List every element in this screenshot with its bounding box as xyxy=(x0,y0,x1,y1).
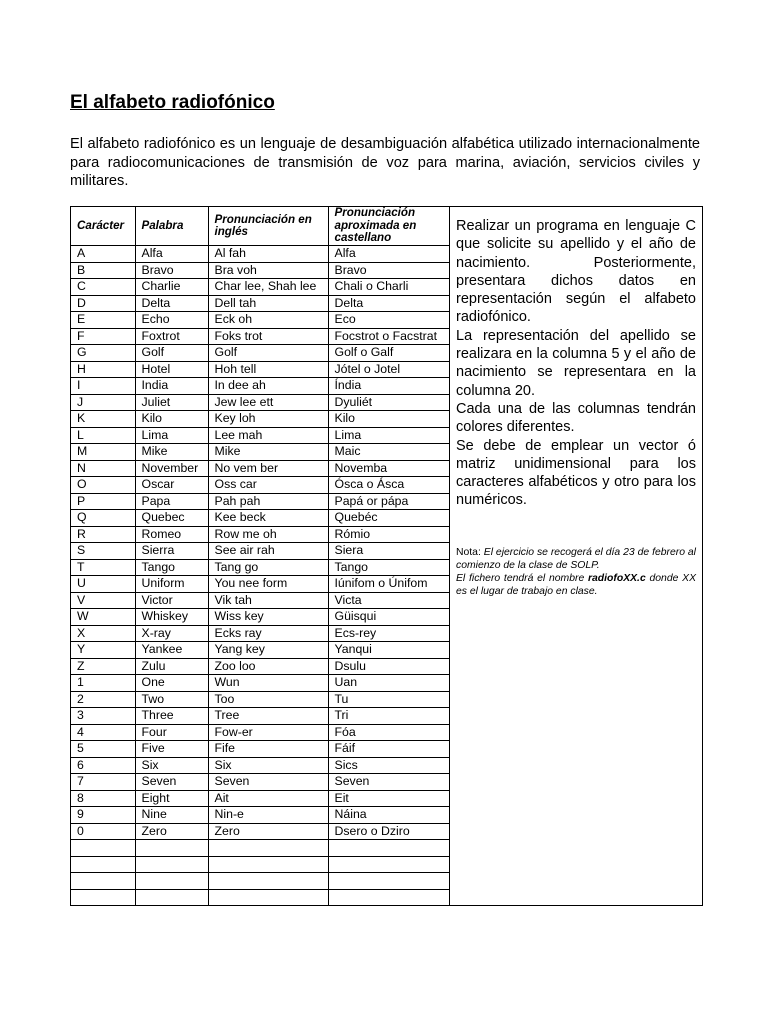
cell-pronunciacion-castellano: Chali o Charli xyxy=(328,279,449,296)
table-row xyxy=(71,378,449,395)
cell-palabra: Quebec xyxy=(135,510,208,527)
cell-palabra: Victor xyxy=(135,592,208,609)
table-row xyxy=(71,856,449,873)
cell-caracter: X xyxy=(71,625,135,642)
cell-pronunciacion-castellano: Siera xyxy=(328,543,449,560)
cell-caracter: F xyxy=(71,328,135,345)
cell-pronunciacion-castellano: Óscа o Áscа xyxy=(328,477,449,494)
cell-palabra: Tango xyxy=(135,559,208,576)
cell-palabra xyxy=(135,840,208,857)
cell-pronunciacion-castellano: Tu xyxy=(328,691,449,708)
table-row xyxy=(71,444,449,461)
cell-pronunciacion-castellano: Eco xyxy=(328,312,449,329)
note-label: Nota: xyxy=(456,546,481,558)
table-row xyxy=(71,708,449,725)
cell-caracter: M xyxy=(71,444,135,461)
cell-pronunciacion-castellano: Tri xyxy=(328,708,449,725)
alphabet-column xyxy=(71,207,450,906)
table-row xyxy=(71,394,449,411)
cell-caracter: N xyxy=(71,460,135,477)
cell-pronunciacion-ingles: Pah pah xyxy=(208,493,328,510)
cell-palabra: One xyxy=(135,675,208,692)
cell-palabra: Foxtrot xyxy=(135,328,208,345)
cell-pronunciacion-castellano: Lima xyxy=(328,427,449,444)
cell-pronunciacion-ingles xyxy=(208,873,328,890)
cell-caracter: 1 xyxy=(71,675,135,692)
cell-palabra: Papa xyxy=(135,493,208,510)
task-paragraph: Realizar un programa en lenguaje C que solicite su apellido y el año de nacimiento. Posteriormente, presentara dichos datos en representación según el alfabeto radiofónico. xyxy=(456,218,696,326)
alphabet-table-body xyxy=(71,246,449,906)
cell-palabra: Seven xyxy=(135,774,208,791)
cell-pronunciacion-ingles: Key loh xyxy=(208,411,328,428)
page-title: El alfabeto radiofónico xyxy=(70,92,275,113)
cell-pronunciacion-castellano: Bravo xyxy=(328,262,449,279)
table-row xyxy=(71,625,449,642)
note-block xyxy=(456,546,696,598)
cell-caracter: 4 xyxy=(71,724,135,741)
cell-pronunciacion-castellano: Golf o Galf xyxy=(328,345,449,362)
cell-palabra: Two xyxy=(135,691,208,708)
cell-pronunciacion-ingles: Al fah xyxy=(208,246,328,263)
cell-palabra: Alfa xyxy=(135,246,208,263)
cell-pronunciacion-castellano: Focstrot o Facstrat xyxy=(328,328,449,345)
cell-caracter xyxy=(71,873,135,890)
cell-palabra: Whiskey xyxy=(135,609,208,626)
task-paragraph: Cada una de las columnas tendrán colores diferentes. xyxy=(456,400,696,436)
cell-palabra: Hotel xyxy=(135,361,208,378)
cell-caracter: R xyxy=(71,526,135,543)
table-row xyxy=(71,279,449,296)
cell-palabra: India xyxy=(135,378,208,395)
cell-pronunciacion-ingles: Tang go xyxy=(208,559,328,576)
table-row xyxy=(71,609,449,626)
table-row xyxy=(71,477,449,494)
cell-caracter: Y xyxy=(71,642,135,659)
cell-palabra: Zero xyxy=(135,823,208,840)
table-row xyxy=(71,559,449,576)
cell-palabra: Lima xyxy=(135,427,208,444)
table-row xyxy=(71,312,449,329)
cell-pronunciacion-ingles: Eck oh xyxy=(208,312,328,329)
cell-pronunciacion-castellano: Novemba xyxy=(328,460,449,477)
cell-pronunciacion-ingles xyxy=(208,856,328,873)
table-row xyxy=(71,807,449,824)
cell-palabra xyxy=(135,889,208,905)
cell-pronunciacion-castellano: Rómio xyxy=(328,526,449,543)
cell-caracter: P xyxy=(71,493,135,510)
cell-pronunciacion-castellano: Jótel o Jotel xyxy=(328,361,449,378)
cell-pronunciacion-castellano xyxy=(328,840,449,857)
cell-pronunciacion-ingles: Foks trot xyxy=(208,328,328,345)
cell-pronunciacion-castellano: Quebéc xyxy=(328,510,449,527)
cell-pronunciacion-ingles: Seven xyxy=(208,774,328,791)
cell-palabra: Six xyxy=(135,757,208,774)
cell-palabra: X-ray xyxy=(135,625,208,642)
cell-pronunciacion-ingles: Jew lee ett xyxy=(208,394,328,411)
cell-palabra: Charlie xyxy=(135,279,208,296)
table-row xyxy=(71,246,449,263)
cell-caracter: I xyxy=(71,378,135,395)
table-row xyxy=(71,526,449,543)
cell-caracter: Q xyxy=(71,510,135,527)
cell-caracter: K xyxy=(71,411,135,428)
cell-pronunciacion-castellano xyxy=(328,889,449,905)
table-row xyxy=(71,460,449,477)
cell-pronunciacion-castellano: Maic xyxy=(328,444,449,461)
cell-pronunciacion-ingles: Oss car xyxy=(208,477,328,494)
table-row xyxy=(71,642,449,659)
cell-pronunciacion-castellano: Ecs-rey xyxy=(328,625,449,642)
task-description xyxy=(456,217,696,510)
cell-caracter: C xyxy=(71,279,135,296)
cell-pronunciacion-ingles: No vem ber xyxy=(208,460,328,477)
table-row xyxy=(71,823,449,840)
cell-palabra xyxy=(135,856,208,873)
cell-pronunciacion-ingles: Wun xyxy=(208,675,328,692)
header-pronunciacion-ingles: Pronunciación en inglés xyxy=(208,207,328,246)
cell-pronunciacion-ingles: Ait xyxy=(208,790,328,807)
cell-caracter: 8 xyxy=(71,790,135,807)
cell-caracter: S xyxy=(71,543,135,560)
cell-palabra: Mike xyxy=(135,444,208,461)
cell-caracter: O xyxy=(71,477,135,494)
table-row xyxy=(71,658,449,675)
cell-caracter: T xyxy=(71,559,135,576)
note-line-2-post: donde XX es el lugar de trabajo en clase. xyxy=(456,572,696,597)
cell-pronunciacion-ingles: Golf xyxy=(208,345,328,362)
cell-pronunciacion-castellano: Alfa xyxy=(328,246,449,263)
cell-caracter: 3 xyxy=(71,708,135,725)
cell-caracter xyxy=(71,889,135,905)
task-paragraph: La representación del apellido se realizara en la columna 5 y el año de nacimiento se representara en la columna 20. xyxy=(456,327,696,399)
table-row xyxy=(71,576,449,593)
intro-paragraph: El alfabeto radiofónico es un lenguaje de desambiguación alfabética utilizado internacionalmente para radiocomunicaciones de transmisión de voz para marina, aviación, servicios civiles y militares. xyxy=(70,136,700,189)
cell-pronunciacion-ingles: Too xyxy=(208,691,328,708)
cell-caracter xyxy=(71,840,135,857)
cell-palabra: November xyxy=(135,460,208,477)
cell-caracter: 2 xyxy=(71,691,135,708)
table-header-row xyxy=(71,207,449,246)
table-row xyxy=(71,543,449,560)
cell-caracter: 7 xyxy=(71,774,135,791)
cell-palabra: Nine xyxy=(135,807,208,824)
table-row xyxy=(71,345,449,362)
table-row xyxy=(71,691,449,708)
cell-pronunciacion-castellano: Iúnifom o Únifom xyxy=(328,576,449,593)
instructions-column xyxy=(450,207,703,906)
cell-palabra: Zulu xyxy=(135,658,208,675)
cell-pronunciacion-castellano: Sics xyxy=(328,757,449,774)
cell-caracter: V xyxy=(71,592,135,609)
header-caracter: Carácter xyxy=(71,207,135,246)
cell-pronunciacion-ingles xyxy=(208,840,328,857)
cell-pronunciacion-ingles: Zoo loo xyxy=(208,658,328,675)
cell-pronunciacion-castellano: Kilo xyxy=(328,411,449,428)
cell-caracter: E xyxy=(71,312,135,329)
cell-palabra: Four xyxy=(135,724,208,741)
cell-caracter xyxy=(71,856,135,873)
cell-palabra: Delta xyxy=(135,295,208,312)
note-line-2-pre: El fichero tendrá el nombre xyxy=(456,572,588,584)
table-row xyxy=(71,790,449,807)
cell-pronunciacion-ingles: See air rah xyxy=(208,543,328,560)
cell-pronunciacion-ingles: Dell tah xyxy=(208,295,328,312)
table-row xyxy=(71,889,449,905)
cell-pronunciacion-ingles: Ecks ray xyxy=(208,625,328,642)
cell-pronunciacion-castellano: Delta xyxy=(328,295,449,312)
table-row xyxy=(71,361,449,378)
cell-palabra: Golf xyxy=(135,345,208,362)
table-row xyxy=(71,592,449,609)
cell-palabra: Three xyxy=(135,708,208,725)
cell-pronunciacion-ingles: Lee mah xyxy=(208,427,328,444)
cell-caracter: G xyxy=(71,345,135,362)
cell-pronunciacion-castellano: Tango xyxy=(328,559,449,576)
cell-caracter: 6 xyxy=(71,757,135,774)
cell-pronunciacion-ingles: Bra voh xyxy=(208,262,328,279)
cell-caracter: 0 xyxy=(71,823,135,840)
cell-pronunciacion-castellano: Dsulu xyxy=(328,658,449,675)
table-row xyxy=(71,262,449,279)
cell-palabra: Yankee xyxy=(135,642,208,659)
note-line-1: El ejercicio se recogerá el día 23 de febrero al comienzo de la clase de SOLP. xyxy=(456,546,696,571)
cell-caracter: L xyxy=(71,427,135,444)
cell-pronunciacion-ingles: Zero xyxy=(208,823,328,840)
cell-pronunciacion-castellano xyxy=(328,856,449,873)
cell-pronunciacion-ingles: Tree xyxy=(208,708,328,725)
cell-pronunciacion-castellano xyxy=(328,873,449,890)
cell-palabra: Oscar xyxy=(135,477,208,494)
cell-pronunciacion-castellano: Yanqui xyxy=(328,642,449,659)
table-row xyxy=(71,675,449,692)
cell-pronunciacion-ingles: You nee form xyxy=(208,576,328,593)
cell-pronunciacion-ingles: Hoh tell xyxy=(208,361,328,378)
cell-pronunciacion-ingles xyxy=(208,889,328,905)
task-paragraph: Se debe de emplear un vector ó matriz unidimensional para los caracteres alfabéticos y otro para los numéricos. xyxy=(456,437,696,509)
table-row xyxy=(71,741,449,758)
cell-palabra: Eight xyxy=(135,790,208,807)
cell-caracter: U xyxy=(71,576,135,593)
cell-pronunciacion-ingles: Wiss key xyxy=(208,609,328,626)
cell-palabra: Echo xyxy=(135,312,208,329)
cell-caracter: W xyxy=(71,609,135,626)
cell-caracter: 5 xyxy=(71,741,135,758)
cell-pronunciacion-castellano: Dsero o Dziro xyxy=(328,823,449,840)
cell-pronunciacion-castellano: Güisqui xyxy=(328,609,449,626)
cell-palabra: Five xyxy=(135,741,208,758)
cell-pronunciacion-ingles: Six xyxy=(208,757,328,774)
cell-palabra xyxy=(135,873,208,890)
cell-caracter: B xyxy=(71,262,135,279)
table-row xyxy=(71,328,449,345)
cell-pronunciacion-ingles: In dee ah xyxy=(208,378,328,395)
cell-pronunciacion-ingles: Mike xyxy=(208,444,328,461)
cell-palabra: Bravo xyxy=(135,262,208,279)
table-row xyxy=(71,493,449,510)
cell-pronunciacion-ingles: Char lee, Shah lee xyxy=(208,279,328,296)
table-row xyxy=(71,411,449,428)
cell-caracter: D xyxy=(71,295,135,312)
cell-pronunciacion-castellano: Papá or pápa xyxy=(328,493,449,510)
table-row xyxy=(71,295,449,312)
cell-palabra: Uniform xyxy=(135,576,208,593)
cell-caracter: Z xyxy=(71,658,135,675)
cell-palabra: Romeo xyxy=(135,526,208,543)
table-row xyxy=(71,840,449,857)
cell-pronunciacion-castellano: Seven xyxy=(328,774,449,791)
cell-palabra: Kilo xyxy=(135,411,208,428)
cell-pronunciacion-castellano: Dyuliét xyxy=(328,394,449,411)
alphabet-table xyxy=(71,207,449,905)
table-row xyxy=(71,427,449,444)
header-pronunciacion-castellano: Pronunciación aproximada en castellano xyxy=(328,207,449,246)
table-row xyxy=(71,757,449,774)
cell-pronunciacion-castellano: Uan xyxy=(328,675,449,692)
cell-pronunciacion-ingles: Vik tah xyxy=(208,592,328,609)
cell-pronunciacion-castellano: Náina xyxy=(328,807,449,824)
cell-pronunciacion-ingles: Yang key xyxy=(208,642,328,659)
cell-pronunciacion-castellano: Eit xyxy=(328,790,449,807)
table-row xyxy=(71,873,449,890)
cell-caracter: A xyxy=(71,246,135,263)
cell-caracter: H xyxy=(71,361,135,378)
cell-pronunciacion-ingles: Fife xyxy=(208,741,328,758)
cell-caracter: 9 xyxy=(71,807,135,824)
table-row xyxy=(71,510,449,527)
cell-caracter: J xyxy=(71,394,135,411)
cell-pronunciacion-ingles: Row me oh xyxy=(208,526,328,543)
header-palabra: Palabra xyxy=(135,207,208,246)
layout-table xyxy=(70,206,703,906)
table-row xyxy=(71,774,449,791)
cell-pronunciacion-ingles: Fow-er xyxy=(208,724,328,741)
cell-palabra: Sierra xyxy=(135,543,208,560)
cell-pronunciacion-ingles: Kee beck xyxy=(208,510,328,527)
cell-pronunciacion-castellano: Victa xyxy=(328,592,449,609)
note-filename: radiofoXX.c xyxy=(587,572,646,584)
cell-pronunciacion-castellano: Fóa xyxy=(328,724,449,741)
cell-pronunciacion-castellano: Índia xyxy=(328,378,449,395)
cell-pronunciacion-castellano: Fáif xyxy=(328,741,449,758)
cell-pronunciacion-ingles: Nin-e xyxy=(208,807,328,824)
cell-palabra: Juliet xyxy=(135,394,208,411)
table-row xyxy=(71,724,449,741)
